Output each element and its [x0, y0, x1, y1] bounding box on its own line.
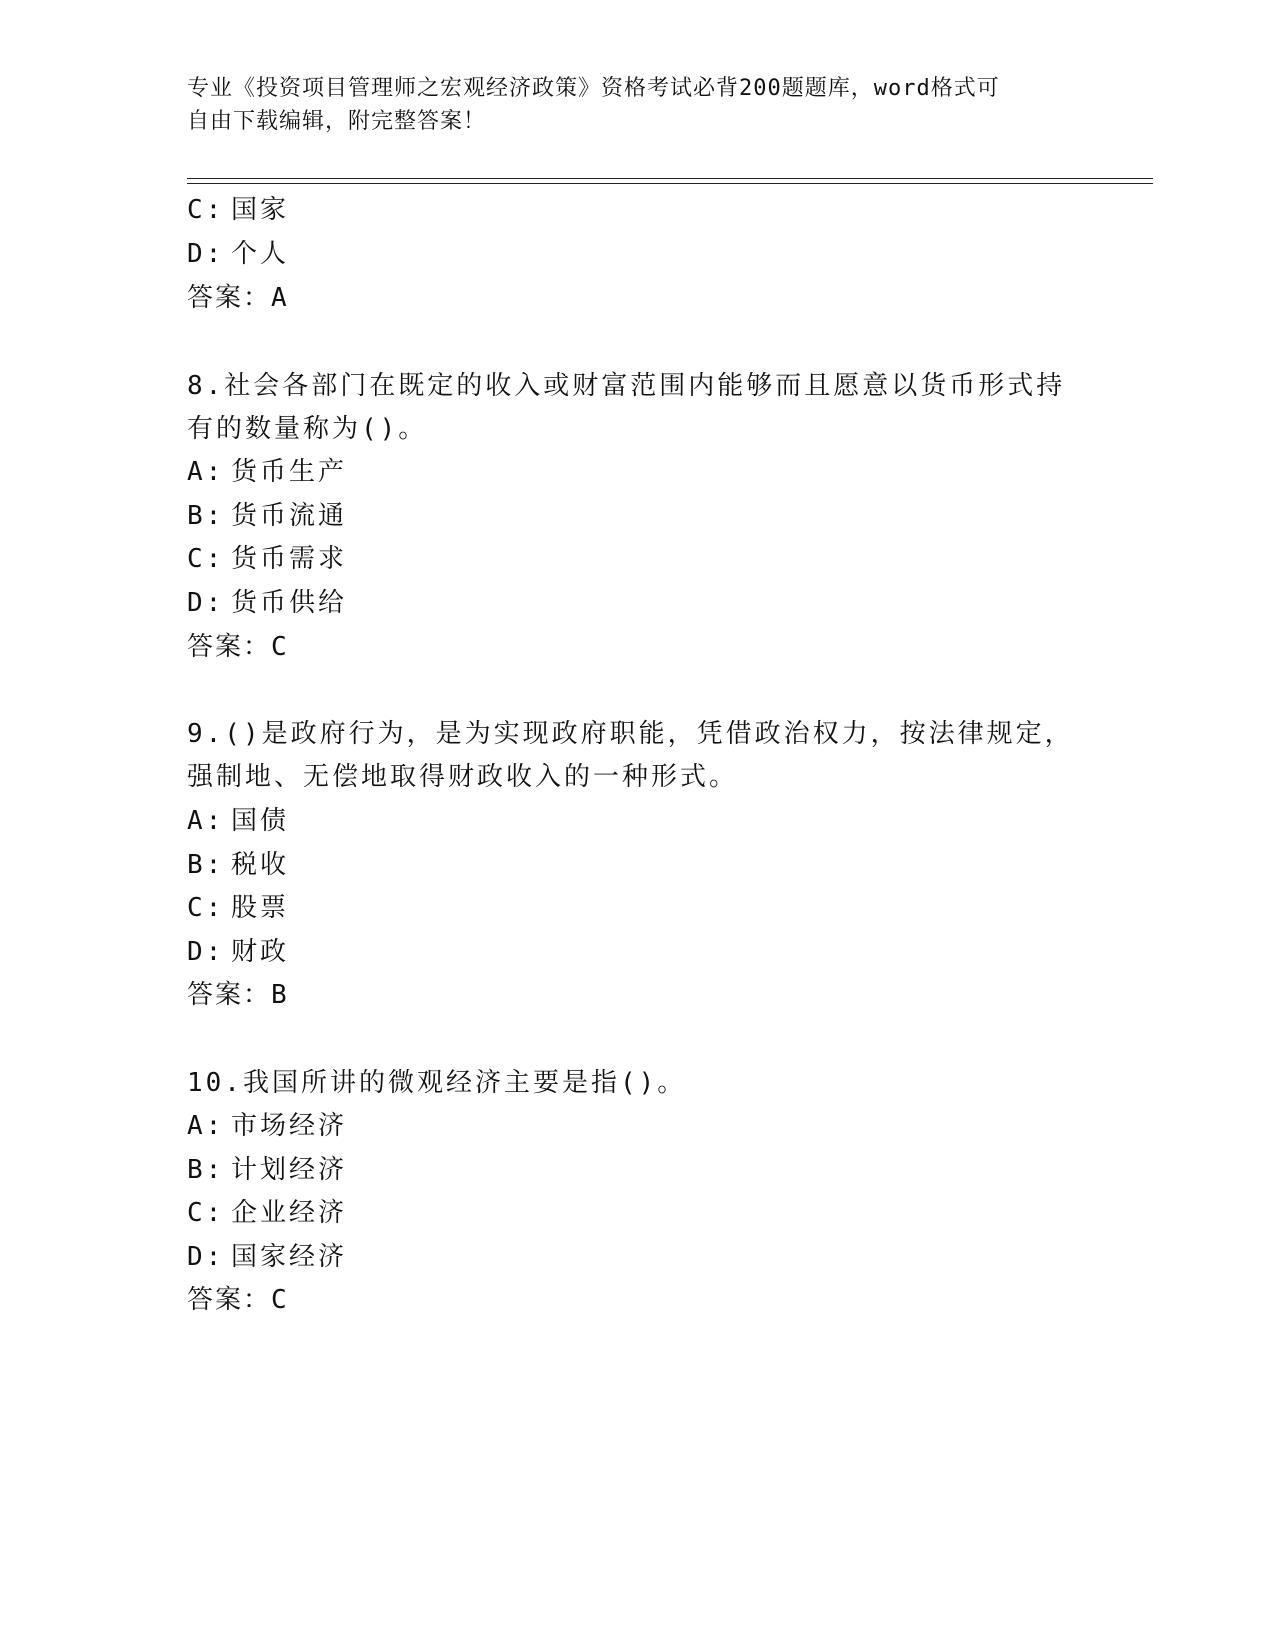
option-letter: A: [187, 806, 225, 836]
option-letter: A: [187, 457, 225, 487]
option-d [187, 586, 347, 620]
answer-line: 答案：C [187, 1285, 289, 1315]
option-text: 税收 [231, 850, 290, 880]
option-letter: A: [187, 1111, 225, 1141]
option-text: 市场经济 [231, 1111, 348, 1141]
option-a [187, 1109, 347, 1143]
option-text: 财政 [231, 937, 290, 967]
document-header [187, 72, 1087, 138]
question-stem-continued: 有的数量称为()。 [187, 414, 428, 444]
option-b [187, 499, 347, 533]
option-text: 货币需求 [231, 544, 348, 574]
answer-line: 答案：A [187, 283, 289, 313]
option-letter: B: [187, 501, 225, 531]
option-a [187, 455, 347, 489]
answer-line: 答案：C [187, 632, 289, 662]
option-text: 计划经济 [231, 1155, 348, 1185]
option-letter: D: [187, 239, 225, 269]
option-c [187, 891, 289, 925]
option-d [187, 935, 289, 969]
option-text: 国家经济 [231, 1242, 348, 1272]
option-letter: C: [187, 544, 225, 574]
header-divider-bottom [187, 183, 1153, 184]
option-letter: C: [187, 195, 225, 225]
option-text: 货币供给 [231, 588, 348, 618]
option-d [187, 1240, 347, 1274]
option-letter: D: [187, 937, 225, 967]
option-text: 货币流通 [231, 501, 348, 531]
question-stem: 8.社会各部门在既定的收入或财富范围内能够而且愿意以货币形式持 [187, 371, 1066, 401]
option-letter: B: [187, 850, 225, 880]
option-letter: C: [187, 1198, 225, 1228]
option-letter: C: [187, 893, 225, 923]
option-letter: B: [187, 1155, 225, 1185]
question-stem: 10.我国所讲的微观经济主要是指()。 [187, 1068, 687, 1098]
option-c [187, 1196, 347, 1230]
option-text: 国债 [231, 806, 290, 836]
option-text: 货币生产 [231, 457, 348, 487]
answer-line: 答案：B [187, 980, 289, 1010]
option-b [187, 1153, 347, 1187]
question-stem-continued: 强制地、无偿地取得财政收入的一种形式。 [187, 762, 739, 792]
question-stem: 9.()是政府行为，是为实现政府职能，凭借政治权力，按法律规定， [187, 719, 1074, 749]
option-text: 企业经济 [231, 1198, 348, 1228]
option-text: 国家 [231, 195, 290, 225]
option-d [187, 237, 289, 271]
option-text: 股票 [231, 893, 290, 923]
option-a [187, 804, 289, 838]
option-letter: D: [187, 588, 225, 618]
option-c [187, 542, 347, 576]
option-b [187, 848, 289, 882]
option-letter: D: [187, 1242, 225, 1272]
header-line-2: 自由下载编辑，附完整答案！ [187, 109, 487, 134]
header-line-1: 专业《投资项目管理师之宏观经济政策》资格考试必背200题题库，word格式可 [187, 76, 1000, 101]
header-divider-top [187, 178, 1153, 179]
option-c [187, 193, 289, 227]
option-text: 个人 [231, 239, 290, 269]
